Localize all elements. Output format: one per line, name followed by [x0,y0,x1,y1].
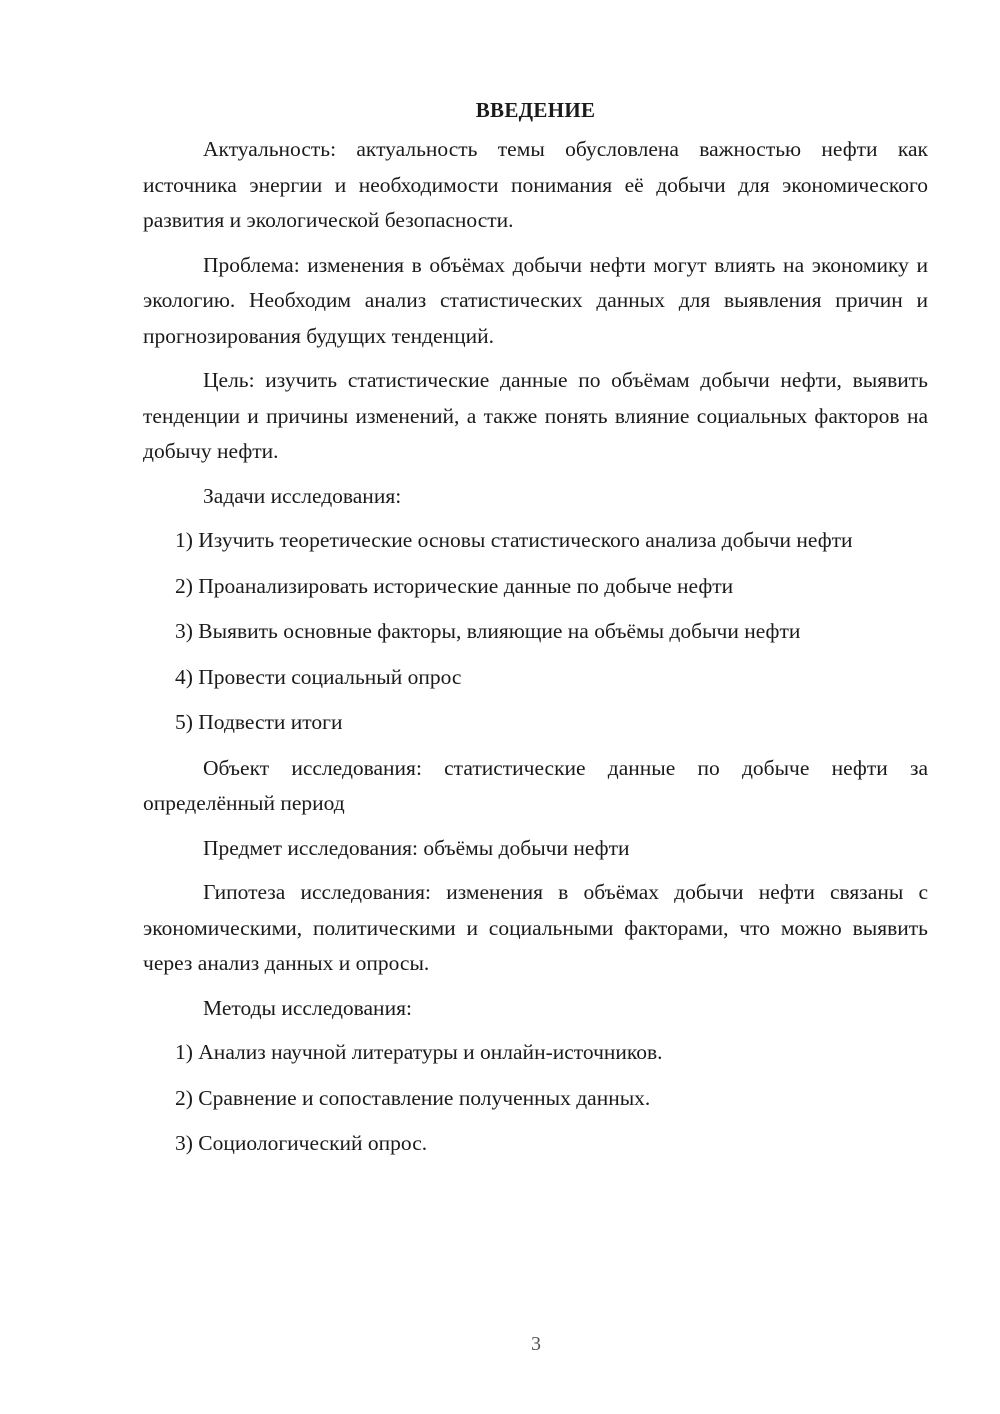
task-item-5: 5) Подвести итоги [175,710,343,734]
problem-paragraph: Проблема: изменения в объёмах добычи нефти могут влиять на экономику и экологию. Необходим анализ статистических данных для выявления причин и прогнозирования будущих тенденций. [143,252,928,348]
section-title: ВВЕДЕНИЕ [475,98,596,122]
task-item-3: 3) Выявить основные факторы, влияющие на объёмы добычи нефти [175,619,801,643]
methods-heading: Методы исследования: [203,995,412,1020]
method-item-1: 1) Анализ научной литературы и онлайн-источников. [175,1040,663,1064]
method-item-3: 3) Социологический опрос. [175,1131,428,1155]
relevance-paragraph: Актуальность: актуальность темы обусловлена важностью нефти как источника энергии и необходимости понимания её добычи для экономического развития и экологической безопасности. [143,137,928,232]
object-paragraph: Объект исследования: статистические данные по добыче нефти за определённый период [143,755,928,815]
document-page [143,92,928,1172]
hypothesis-paragraph: Гипотеза исследования: изменения в объёмах добычи нефти связаны с экономическими, политическими и социальными факторами, что можно выявить через анализ данных и опросы. [143,880,928,975]
tasks-heading: Задачи исследования: [203,483,402,508]
page-number: 3 [531,1333,541,1355]
task-item-2: 2) Проанализировать исторические данные по добыче нефти [175,573,734,598]
subject-paragraph: Предмет исследования: объёмы добычи нефти [203,835,630,860]
task-item-4: 4) Провести социальный опрос [175,664,462,689]
method-item-2: 2) Сравнение и сопоставление полученных данных. [175,1085,651,1110]
methods-list [143,1035,928,1162]
tasks-list [143,523,928,741]
task-item-1: 1) Изучить теоретические основы статистического анализа добычи нефти [175,528,853,552]
goal-paragraph: Цель: изучить статистические данные по объёмам добычи нефти, выявить тенденции и причины изменений, а также понять влияние социальных факторов на добычу нефти. [143,368,928,463]
